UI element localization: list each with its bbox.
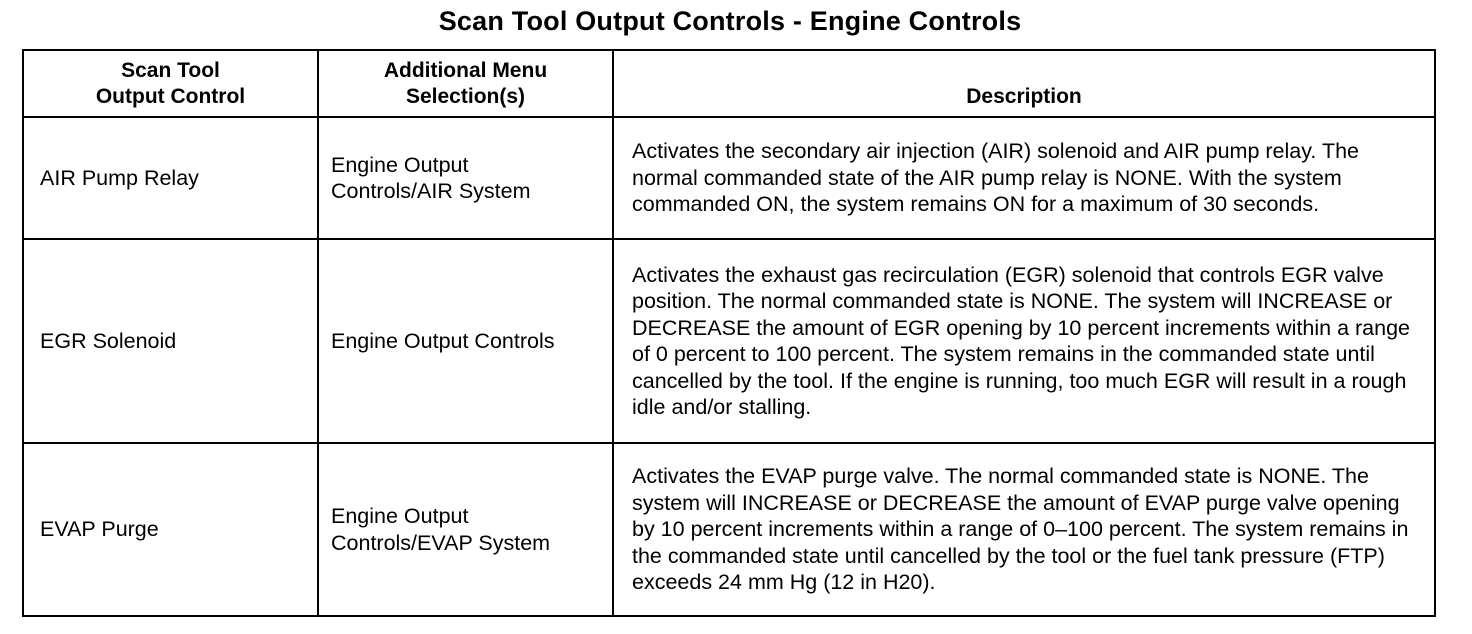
header-output-control: Scan Tool Output Control <box>23 50 318 117</box>
output-control-cell: EGR Solenoid <box>23 239 318 443</box>
table-row-evap-purge <box>23 443 1435 616</box>
description-cell: Activates the exhaust gas recirculation (EGR) solenoid that controls EGR valve position. The normal commanded state is NONE. The system will INCREASE or DECREASE the amount of EGR opening by 10 percent increments within a range of 0 percent to 100 percent. The system remains in the commanded state until cancelled by the tool. If the engine is running, too much EGR will result in a rough idle and/or stalling. <box>613 239 1435 443</box>
menu-selection-cell <box>318 443 613 616</box>
output-control-cell: AIR Pump Relay <box>23 117 318 239</box>
menu-selection-cell <box>318 239 613 443</box>
table-row-air-pump-relay <box>23 117 1435 239</box>
menu-selection-text: Engine Output Controls/AIR System <box>331 152 531 203</box>
table-row-egr-solenoid <box>23 239 1435 443</box>
header-description: Description <box>613 50 1435 117</box>
menu-selection-text: Engine Output Controls/EVAP System <box>331 504 551 555</box>
menu-selection-text: Engine Output Controls <box>331 328 555 353</box>
header-menu-selection: Additional Menu Selection(s) <box>318 50 613 117</box>
table-header-row <box>23 50 1435 117</box>
description-cell: Activates the secondary air injection (AIR) solenoid and AIR pump relay. The normal commanded state of the AIR pump relay is NONE. With the system commanded ON, the system remains ON for a maximum of 30 seconds. <box>613 117 1435 239</box>
output-control-cell: EVAP Purge <box>23 443 318 616</box>
page-title: Scan Tool Output Controls - Engine Controls <box>438 6 1022 36</box>
output-controls-table <box>22 49 1436 617</box>
description-cell: Activates the EVAP purge valve. The normal commanded state is NONE. The system will INCREASE or DECREASE the amount of EVAP purge valve opening by 10 percent increments within a range of 0–100 percent. The system remains in the commanded state until cancelled by the tool or the fuel tank pressure (FTP) exceeds 24 mm Hg (12 in H20). <box>613 443 1435 616</box>
menu-selection-cell <box>318 117 613 239</box>
